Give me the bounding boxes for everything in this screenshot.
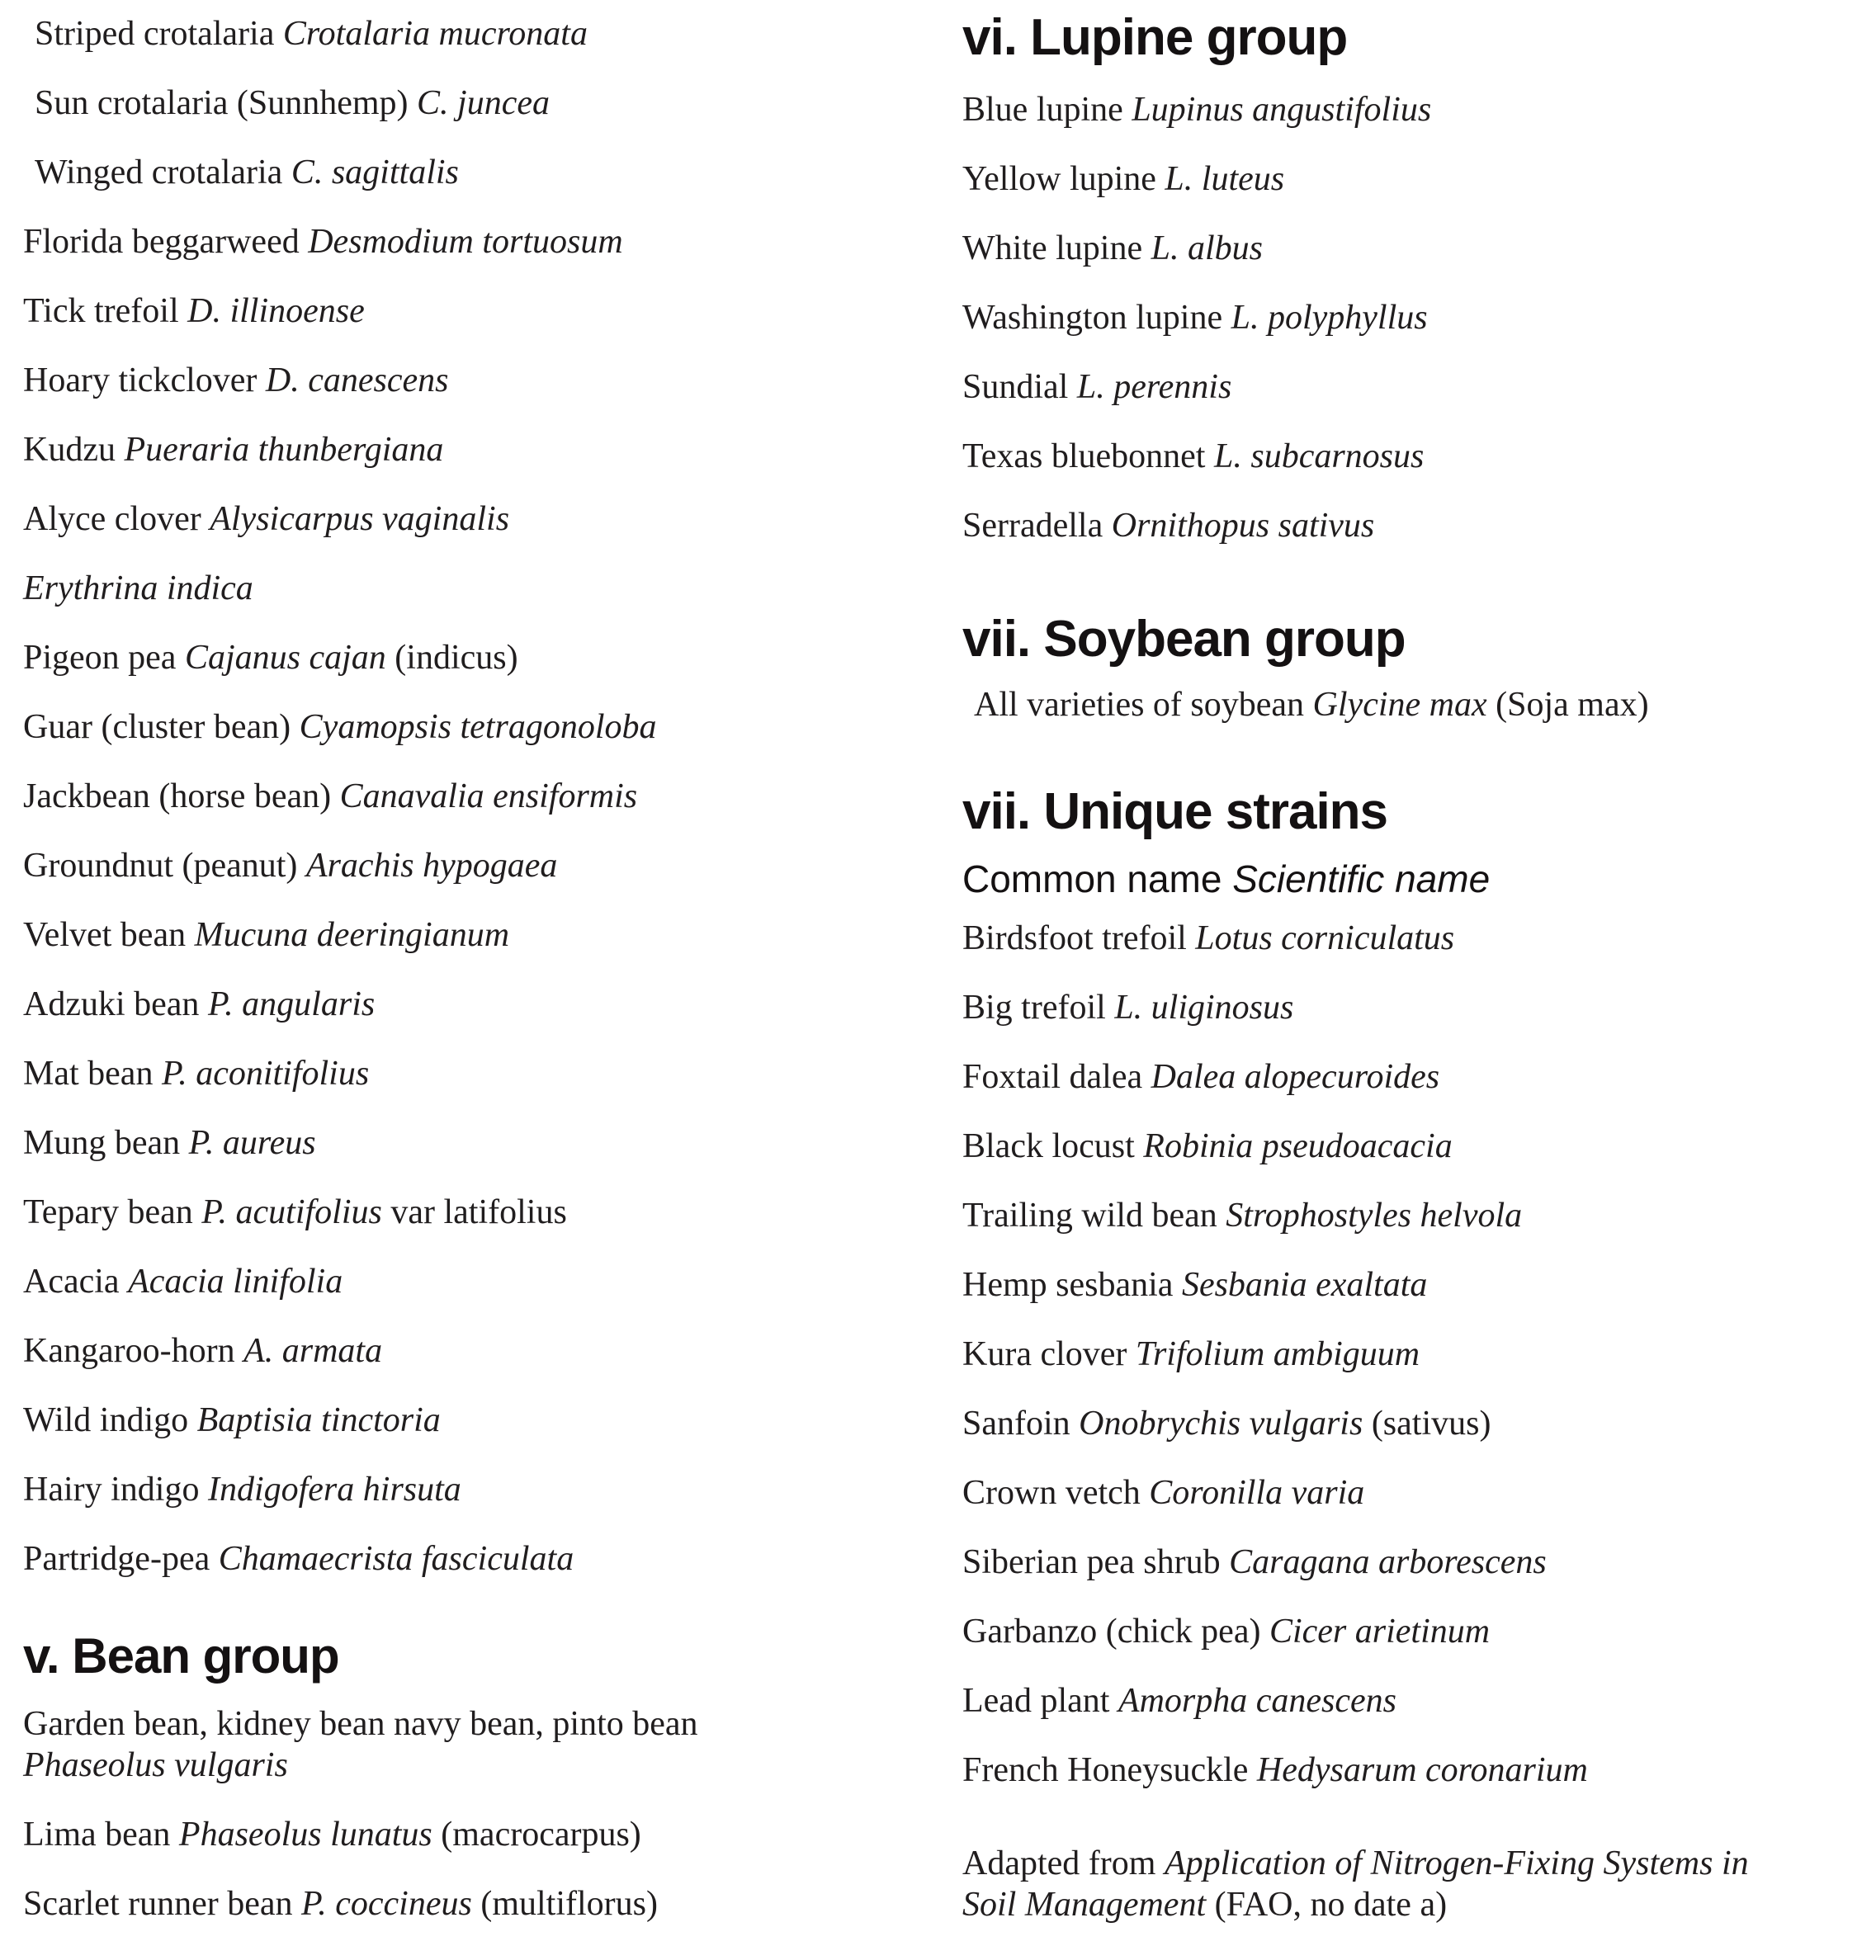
common-name-text: Hemp sesbania: [962, 1266, 1182, 1304]
species-entry: [23, 1469, 898, 1510]
scientific-name: Crotalaria mucronata: [282, 15, 588, 53]
common-name-text: Florida beggarweed: [23, 223, 309, 261]
scientific-name: L. luteus: [1165, 160, 1285, 198]
common-name-text: Striped crotalaria: [35, 15, 283, 53]
common-name-text: Garbanzo (chick pea): [962, 1613, 1269, 1651]
species-entry: [23, 1122, 898, 1164]
species-entry: [23, 776, 898, 817]
species-entry: [962, 89, 1870, 130]
common-name-text: Mung bean: [23, 1124, 189, 1162]
species-entry: [23, 1192, 898, 1233]
scientific-name: Indigofera hirsuta: [207, 1471, 461, 1509]
common-name-text: Groundnut (peanut): [23, 847, 306, 885]
common-name-text: Winged crotalaria: [35, 153, 291, 191]
scientific-name: C. sagittalis: [291, 153, 459, 191]
species-entry: [23, 1703, 898, 1786]
common-name-text: Kudzu: [23, 431, 125, 469]
common-name-text: Yellow lupine: [962, 160, 1165, 198]
species-entry: [23, 568, 898, 609]
species-entry: [23, 1883, 898, 1925]
scientific-name: Strophostyles helvola: [1226, 1197, 1523, 1235]
section-heading-lupine-group: vi. Lupine group: [962, 9, 1348, 66]
scientific-name: Sesbania exaltata: [1181, 1266, 1428, 1304]
scientific-name: Cajanus cajan: [184, 639, 386, 677]
common-name-text: (FAO, no date a): [1206, 1886, 1448, 1924]
scientific-name: D. canescens: [265, 361, 449, 399]
common-name-text: Partridge-pea: [23, 1540, 219, 1578]
species-entry: [962, 366, 1870, 408]
species-entry: [962, 684, 1870, 725]
scientific-name: Desmodium tortuosum: [308, 223, 623, 261]
right-column: [962, 8, 1870, 1925]
scientific-name: Canavalia ensiformis: [339, 777, 638, 815]
species-entry: [23, 984, 898, 1025]
common-name-text: Black locust: [962, 1127, 1144, 1165]
common-name-text: Blue lupine: [962, 91, 1132, 129]
species-entry: [962, 1542, 1870, 1583]
species-entry: [23, 290, 898, 332]
scientific-name: Scientific name: [1232, 857, 1491, 900]
common-name-text: Alyce clover: [23, 500, 210, 538]
species-entry: [962, 1680, 1870, 1721]
common-name-text: White lupine: [962, 229, 1151, 267]
scientific-name: Phaseolus lunatus: [178, 1816, 432, 1854]
scientific-name: Application of Nitrogen-Fixing Systems in: [1164, 1844, 1749, 1882]
source-attribution: [962, 1843, 1870, 1925]
species-entry: [23, 429, 898, 470]
scientific-name: Pueraria thunbergiana: [124, 431, 444, 469]
scientific-name: L. albus: [1151, 229, 1263, 267]
scientific-name: Soil Management: [962, 1886, 1207, 1924]
scientific-name: P. angularis: [207, 985, 376, 1023]
common-name-text: Big trefoil: [962, 989, 1115, 1027]
scientific-name: Erythrina indica: [23, 569, 253, 607]
scientific-name: Phaseolus vulgaris: [23, 1746, 288, 1784]
scientific-name: L. subcarnosus: [1213, 437, 1425, 475]
species-entry: [23, 13, 898, 54]
scientific-name: Trifolium ambiguum: [1135, 1335, 1420, 1373]
common-name-text: Tick trefoil: [23, 292, 188, 330]
species-entry: [962, 297, 1870, 338]
species-entry: [962, 1126, 1870, 1167]
species-entry: [962, 987, 1870, 1028]
species-entry: [962, 1611, 1870, 1652]
left-column: [23, 13, 898, 1953]
common-name-text: All varieties of soybean: [974, 686, 1313, 724]
common-name-text: var latifolius: [381, 1193, 567, 1231]
common-name-text: Sanfoin: [962, 1405, 1080, 1443]
common-name-text: (multiflorus): [471, 1885, 658, 1923]
common-name-text: Hoary tickclover: [23, 361, 266, 399]
species-entry: [962, 1472, 1870, 1514]
species-entry: [23, 1538, 898, 1580]
species-entry: [23, 152, 898, 193]
common-name-text: Pigeon pea: [23, 639, 185, 677]
scientific-name: P. coccineus: [301, 1885, 472, 1923]
scientific-name: Cicer arietinum: [1269, 1613, 1491, 1651]
scientific-name: Baptisia tinctoria: [196, 1401, 441, 1439]
scientific-name: Dalea alopecuroides: [1151, 1058, 1440, 1096]
common-name-text: Adapted from: [962, 1844, 1165, 1882]
species-list-lupine-group: [962, 89, 1870, 546]
species-entry: [962, 918, 1870, 959]
common-name-text: Mat bean: [23, 1055, 162, 1093]
common-name-text: Birdsfoot trefoil: [962, 919, 1196, 957]
scientific-name: Cyamopsis tetragonoloba: [299, 708, 657, 746]
common-name-text: Texas bluebonnet: [962, 437, 1214, 475]
species-entry: [962, 505, 1870, 546]
species-entry: [962, 158, 1870, 200]
common-name-text: (Soja max): [1486, 686, 1649, 724]
scientific-name: Amorpha canescens: [1118, 1682, 1397, 1720]
common-name-text: French Honeysuckle: [962, 1751, 1257, 1789]
section-heading-soybean-group: vii. Soybean group: [962, 611, 1406, 668]
species-entry: [23, 637, 898, 678]
scientific-name: C. juncea: [417, 84, 551, 122]
common-name-text: Acacia: [23, 1263, 129, 1301]
species-entry: [962, 1750, 1870, 1791]
scientific-name: Alysicarpus vaginalis: [210, 500, 510, 538]
scientific-name: P. aconitifolius: [161, 1055, 370, 1093]
scientific-name: L. polyphyllus: [1231, 299, 1428, 337]
common-name-text: Foxtail dalea: [962, 1058, 1151, 1096]
species-entry: [962, 228, 1870, 269]
common-name-text: Sundial: [962, 368, 1077, 406]
scientific-name: L. uliginosus: [1114, 989, 1294, 1027]
species-entry: [23, 1261, 898, 1302]
common-name-text: (indicus): [385, 639, 518, 677]
species-entry: [962, 1195, 1870, 1236]
scientific-name: Arachis hypogaea: [305, 847, 558, 885]
species-list-bean-group: [23, 1703, 898, 1925]
common-name-text: Trailing wild bean: [962, 1197, 1226, 1235]
species-list-continued: [23, 13, 898, 1580]
common-name-text: Kura clover: [962, 1335, 1136, 1373]
scientific-name: Onobrychis vulgaris: [1079, 1405, 1363, 1443]
common-name-text: Tepary bean: [23, 1193, 202, 1231]
common-name-text: Common name: [962, 857, 1233, 900]
species-entry: [23, 845, 898, 886]
scientific-name: Coronilla varia: [1149, 1474, 1365, 1512]
common-name-text: Washington lupine: [962, 299, 1231, 337]
species-entry: [23, 1814, 898, 1855]
species-entry: [23, 706, 898, 748]
scientific-name: Acacia linifolia: [128, 1263, 343, 1301]
scientific-name: Ornithopus sativus: [1111, 507, 1375, 545]
species-entry: [23, 221, 898, 262]
scientific-name: Chamaecrista fasciculata: [218, 1540, 574, 1578]
species-entry: [962, 436, 1870, 477]
species-entry: [23, 1330, 898, 1372]
species-entry: [23, 1400, 898, 1441]
section-heading-bean-group: v. Bean group: [23, 1628, 339, 1684]
scientific-name: Caragana arborescens: [1229, 1543, 1547, 1581]
scientific-name: L. perennis: [1076, 368, 1232, 406]
common-name-text: (sativus): [1363, 1405, 1491, 1443]
common-name-text: Crown vetch: [962, 1474, 1150, 1512]
species-entry: [23, 360, 898, 401]
scientific-name: P. acutifolius: [201, 1193, 382, 1231]
common-name-text: Adzuki bean: [23, 985, 208, 1023]
section-heading-unique-strains: vii. Unique strains: [962, 783, 1388, 840]
common-name-text: Scarlet runner bean: [23, 1885, 302, 1923]
scientific-name: P. aureus: [188, 1124, 316, 1162]
common-name-text: Lead plant: [962, 1682, 1118, 1720]
scientific-name: Lotus corniculatus: [1195, 919, 1455, 957]
common-name-text: Garden bean, kidney bean navy bean, pinto bean: [23, 1705, 698, 1743]
common-name-text: Guar (cluster bean): [23, 708, 300, 746]
species-entry: [23, 914, 898, 956]
common-name-text: Lima bean: [23, 1816, 179, 1854]
scientific-name: Lupinus angustifolius: [1132, 91, 1432, 129]
species-entry: [23, 498, 898, 540]
species-list-soybean-group: [962, 684, 1870, 725]
species-entry: [962, 1264, 1870, 1306]
species-entry: [23, 83, 898, 124]
species-list-unique-strains: [962, 918, 1870, 1791]
common-name-text: Kangaroo-horn: [23, 1332, 244, 1370]
species-entry: [962, 1403, 1870, 1444]
common-name-text: Velvet bean: [23, 916, 195, 954]
scientific-name: Mucuna deeringianum: [194, 916, 510, 954]
common-name-text: Hairy indigo: [23, 1471, 208, 1509]
column-subheading: [962, 857, 1870, 901]
species-entry: [23, 1053, 898, 1094]
common-name-text: Serradella: [962, 507, 1112, 545]
scientific-name: Hedysarum coronarium: [1256, 1751, 1588, 1789]
scientific-name: Robinia pseudoacacia: [1143, 1127, 1453, 1165]
common-name-text: Wild indigo: [23, 1401, 197, 1439]
species-entry: [962, 1334, 1870, 1375]
common-name-text: Sun crotalaria (Sunnhemp): [35, 84, 418, 122]
species-entry: [962, 1056, 1870, 1098]
scientific-name: Glycine max: [1312, 686, 1487, 724]
scientific-name: A. armata: [243, 1332, 383, 1370]
common-name-text: (macrocarpus): [432, 1816, 641, 1854]
common-name-text: Jackbean (horse bean): [23, 777, 340, 815]
scientific-name: D. illinoense: [187, 292, 365, 330]
common-name-text: Siberian pea shrub: [962, 1543, 1230, 1581]
